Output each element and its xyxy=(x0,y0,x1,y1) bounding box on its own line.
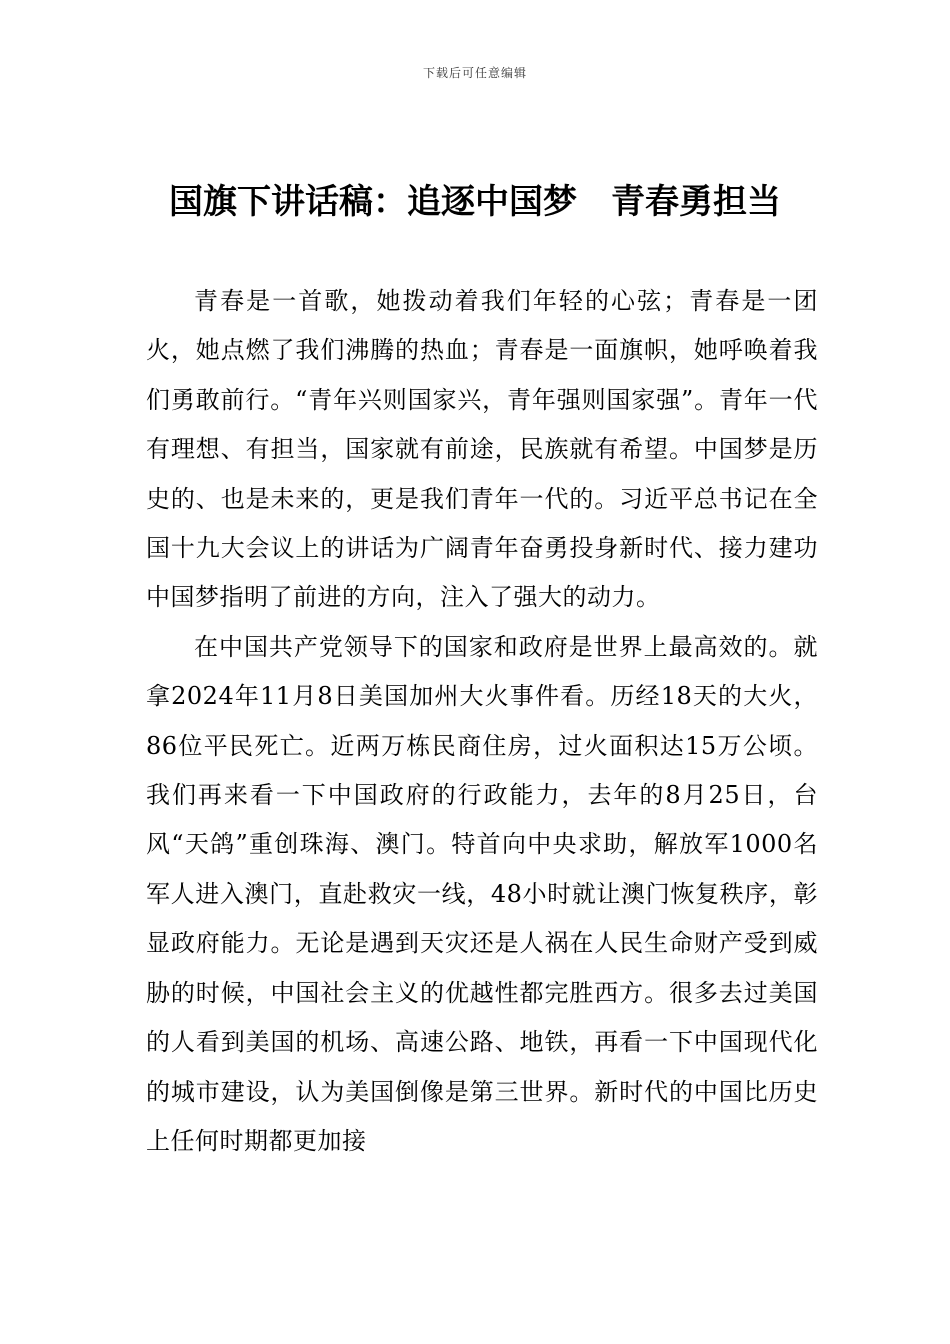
header-note: 下载后可任意编辑 xyxy=(422,66,527,80)
document-body xyxy=(146,277,818,1166)
paragraph-2: 在中国共产党领导下的国家和政府是世界上最高效的。就拿2024年11月8日美国加州大火事件看。历经18天的大火，86位平民死亡。近两万栋民商住房，过火面积达15万公顷。我们再来看一下中国政府的行政能力，去年的8月25日，台风“天鸽”重创珠海、澳门。特首向中央求助，解放军1000名军人进入澳门，直赴救灾一线，48小时就让澳门恢复秩序，彰显政府能力。无论是遇到天灾还是人祸在人民生命财产受到威胁的时候，中国社会主义的优越性都完胜西方。很多去过美国的人看到美国的机场、高速公路、地铁，再看一下中国现代化的城市建设，认为美国倒像是第三世界。新时代的中国比历史上任何时期都更加接 xyxy=(146,632,818,1155)
paragraph-1: 青春是一首歌，她拨动着我们年轻的心弦；青春是一团火，她点燃了我们沸腾的热血；青春是一面旗帜，她呼唤着我们勇敢前行。“青年兴则国家兴，青年强则国家强”。青年一代有理想、有担当，国家就有前途，民族就有希望。中国梦是历史的、也是未来的，更是我们青年一代的。习近平总书记在全国十九大会议上的讲话为广阔青年奋勇投身新时代、接力建功中国梦指明了前进的方向，注入了强大的动力。 xyxy=(146,287,818,612)
document-title: 国旗下讲话稿：追逐中国梦 青春勇担当 xyxy=(169,182,781,222)
